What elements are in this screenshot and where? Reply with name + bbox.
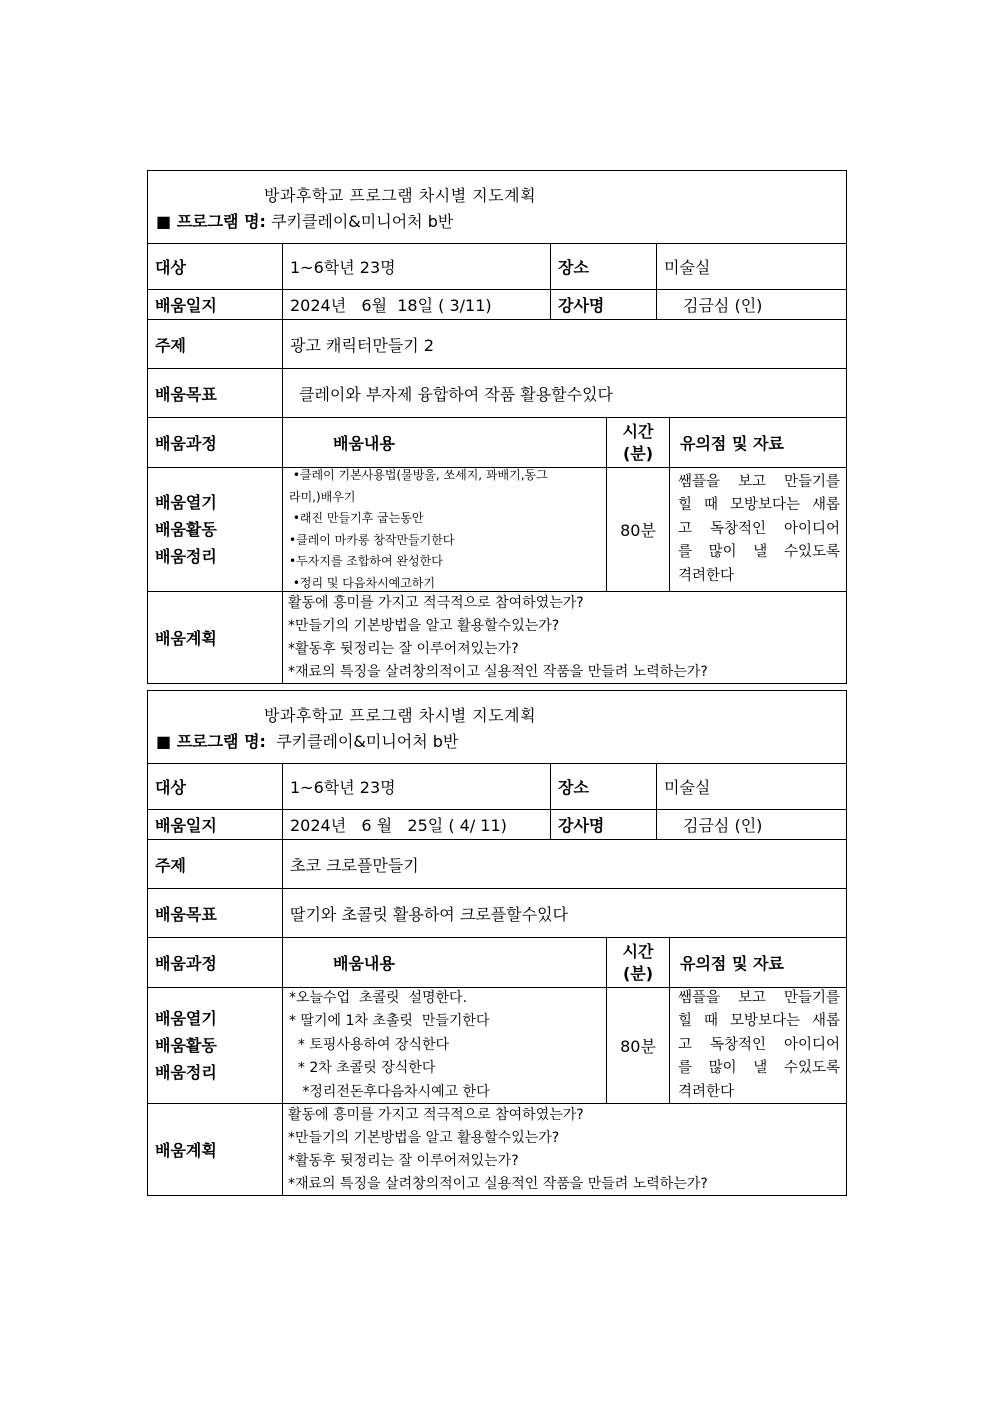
notes-line: 격려한다 [678, 1083, 735, 1100]
date-value: 2024년 6 월 25일 ( 4/ 11) [282, 810, 550, 839]
goal-label: 배움목표 [155, 384, 217, 404]
topic-value: 광고 캐릭터만들기 2 [282, 320, 846, 368]
content-label: 배움내용 [282, 418, 606, 467]
plan-line: *만들기의 기본방법을 알고 활용할수있는가? [288, 1129, 560, 1146]
time-value: 80분 [606, 988, 669, 1103]
topic-row [148, 840, 846, 889]
content-line: *정리전돈후다음차시예고 한다 [289, 1083, 490, 1100]
plan-list [282, 1104, 846, 1195]
goal-value: 클레이와 부자제 융합하여 작품 활용할수있다 [282, 369, 846, 417]
plan-line: *활동후 뒷정리는 잘 이루어져있는가? [288, 1152, 519, 1169]
target-value: 1~6학년 23명 [282, 764, 550, 809]
stages [148, 468, 282, 591]
notes-line: 쌤플을 보고 만들기를 [678, 989, 840, 1006]
program-name-line [156, 729, 458, 752]
program-name: 쿠키클레이&미니어처 b반 [271, 212, 454, 231]
content-label: 배움내용 [282, 938, 606, 987]
content-line: * 2차 초콜릿 장식한다 [289, 1060, 436, 1077]
time-label-line-2: (분) [622, 443, 654, 463]
place-value: 미술실 [656, 764, 846, 809]
lesson-plan-1 [147, 170, 847, 684]
goal-label: 배움목표 [155, 904, 217, 924]
program-name-line [156, 209, 453, 232]
topic-value: 초코 크로플만들기 [282, 840, 846, 888]
plan-line: *만들기의 기본방법을 알고 활용할수있는가? [288, 617, 560, 634]
notes-label: 유의점 및 자료 [669, 938, 846, 987]
target-row [148, 764, 846, 810]
goal-value: 딸기와 초콜릿 활용하여 크로플할수있다 [282, 889, 846, 937]
program-label: ■ 프로그램 명: [156, 212, 266, 231]
target-label: 대상 [155, 778, 186, 797]
content-line: 라미,)배우기 [289, 489, 356, 504]
content-line: *오늘수업 초콜릿 설명한다. [289, 989, 468, 1006]
notes-line: 고 독창적인 아이디어 [678, 520, 840, 537]
content-list [282, 468, 606, 591]
notes-line: 격려한다 [678, 567, 735, 584]
stage-closing: 배움정리 [155, 547, 217, 566]
process-label: 배움과정 [155, 954, 217, 973]
stage-activity: 배움활동 [155, 1036, 217, 1055]
plan-line: *활동후 뒷정리는 잘 이루어져있는가? [288, 640, 519, 657]
place-label: 장소 [550, 244, 656, 289]
notes-label: 유의점 및 자료 [669, 418, 846, 467]
plan-line: 활동에 흥미를 가지고 적극적으로 참여하였는가? [288, 594, 584, 611]
notes-line: 를 많이 낼 수있도록 [678, 544, 840, 561]
plan-row [148, 1104, 846, 1195]
plan-header [148, 691, 846, 764]
plan-line: *재료의 특징을 살려창의적이고 실용적인 작품을 만들려 노력하는가? [288, 663, 708, 680]
notes-line: 고 독창적인 아이디어 [678, 1036, 840, 1053]
plan-line: *재료의 특징을 살려창의적이고 실용적인 작품을 만들려 노력하는가? [288, 1175, 708, 1192]
place-label: 장소 [550, 764, 656, 809]
stage-opening: 배움열기 [155, 1009, 217, 1028]
target-row [148, 244, 846, 290]
content-line: * 딸기에 1차 초촐릿 만들기한다 [289, 1013, 490, 1030]
time-value: 80분 [606, 468, 669, 591]
time-label [606, 938, 669, 987]
notes-line: 힐 때 모방보다는 새롭 [678, 497, 840, 514]
time-label [606, 418, 669, 467]
content-line: •두자지를 조합하여 완성한다 [289, 554, 443, 568]
place-value: 미술실 [656, 244, 846, 289]
activity-row [148, 988, 846, 1104]
program-label: ■ 프로그램 명: [156, 732, 266, 751]
topic-row [148, 320, 846, 369]
date-label: 배움일지 [155, 296, 217, 315]
date-value: 2024년 6월 18일 ( 3/11) [282, 290, 550, 319]
plan-label: 배움계획 [155, 629, 217, 648]
goal-row [148, 369, 846, 418]
notes-line: 쌤플을 보고 만들기를 [678, 473, 840, 490]
instructor-value: 김금심 (인) [656, 810, 846, 839]
notes-text [669, 468, 846, 591]
process-header-row [148, 938, 846, 988]
content-line: •정리 및 다음차시예고하기 [289, 575, 436, 590]
plan-row [148, 592, 846, 683]
plan-title: 방과후학교 프로그램 차시별 지도계획 [264, 186, 537, 205]
date-label: 배움일지 [155, 816, 217, 835]
notes-line: 힐 때 모방보다는 새롭 [678, 1013, 840, 1030]
plan-label: 배움계획 [155, 1141, 217, 1160]
notes-text [669, 988, 846, 1103]
process-label: 배움과정 [155, 434, 217, 453]
activity-row [148, 468, 846, 592]
stages [148, 988, 282, 1103]
instructor-value: 김금심 (인) [656, 290, 846, 319]
program-name: 쿠키클레이&미니어처 b반 [271, 732, 459, 751]
lesson-plan-2 [147, 690, 847, 1196]
instructor-label: 강사명 [550, 810, 656, 839]
time-label-line-1: 시간 [622, 421, 654, 441]
process-header-row [148, 418, 846, 468]
target-value: 1~6학년 23명 [282, 244, 550, 289]
stage-activity: 배움활동 [155, 520, 217, 539]
content-line: •래진 만들기후 굽는동안 [289, 511, 424, 525]
date-row [148, 290, 846, 320]
instructor-label: 강사명 [550, 290, 656, 319]
plan-line: 활동에 흥미를 가지고 적극적으로 참여하였는가? [288, 1106, 584, 1123]
date-row [148, 810, 846, 840]
notes-line: 를 많이 낼 수있도록 [678, 1060, 840, 1077]
topic-label: 주제 [155, 335, 186, 355]
target-label: 대상 [155, 258, 186, 277]
stage-opening: 배움열기 [155, 493, 217, 512]
goal-row [148, 889, 846, 938]
content-list [282, 988, 606, 1103]
content-line: •클레이 기본사용법(물방울, 쏘세지, 꽈배기,동그 [289, 468, 548, 482]
content-line: •클레이 마카롱 창작만들기한다 [289, 532, 455, 547]
stage-closing: 배움정리 [155, 1063, 217, 1082]
time-label-line-1: 시간 [622, 941, 654, 961]
time-label-line-2: (분) [622, 963, 654, 983]
plan-list [282, 592, 846, 683]
content-line: * 토핑사용하여 장식한다 [289, 1036, 450, 1053]
topic-label: 주제 [155, 855, 186, 875]
plan-title: 방과후학교 프로그램 차시별 지도계획 [264, 706, 537, 725]
plan-header [148, 171, 846, 244]
